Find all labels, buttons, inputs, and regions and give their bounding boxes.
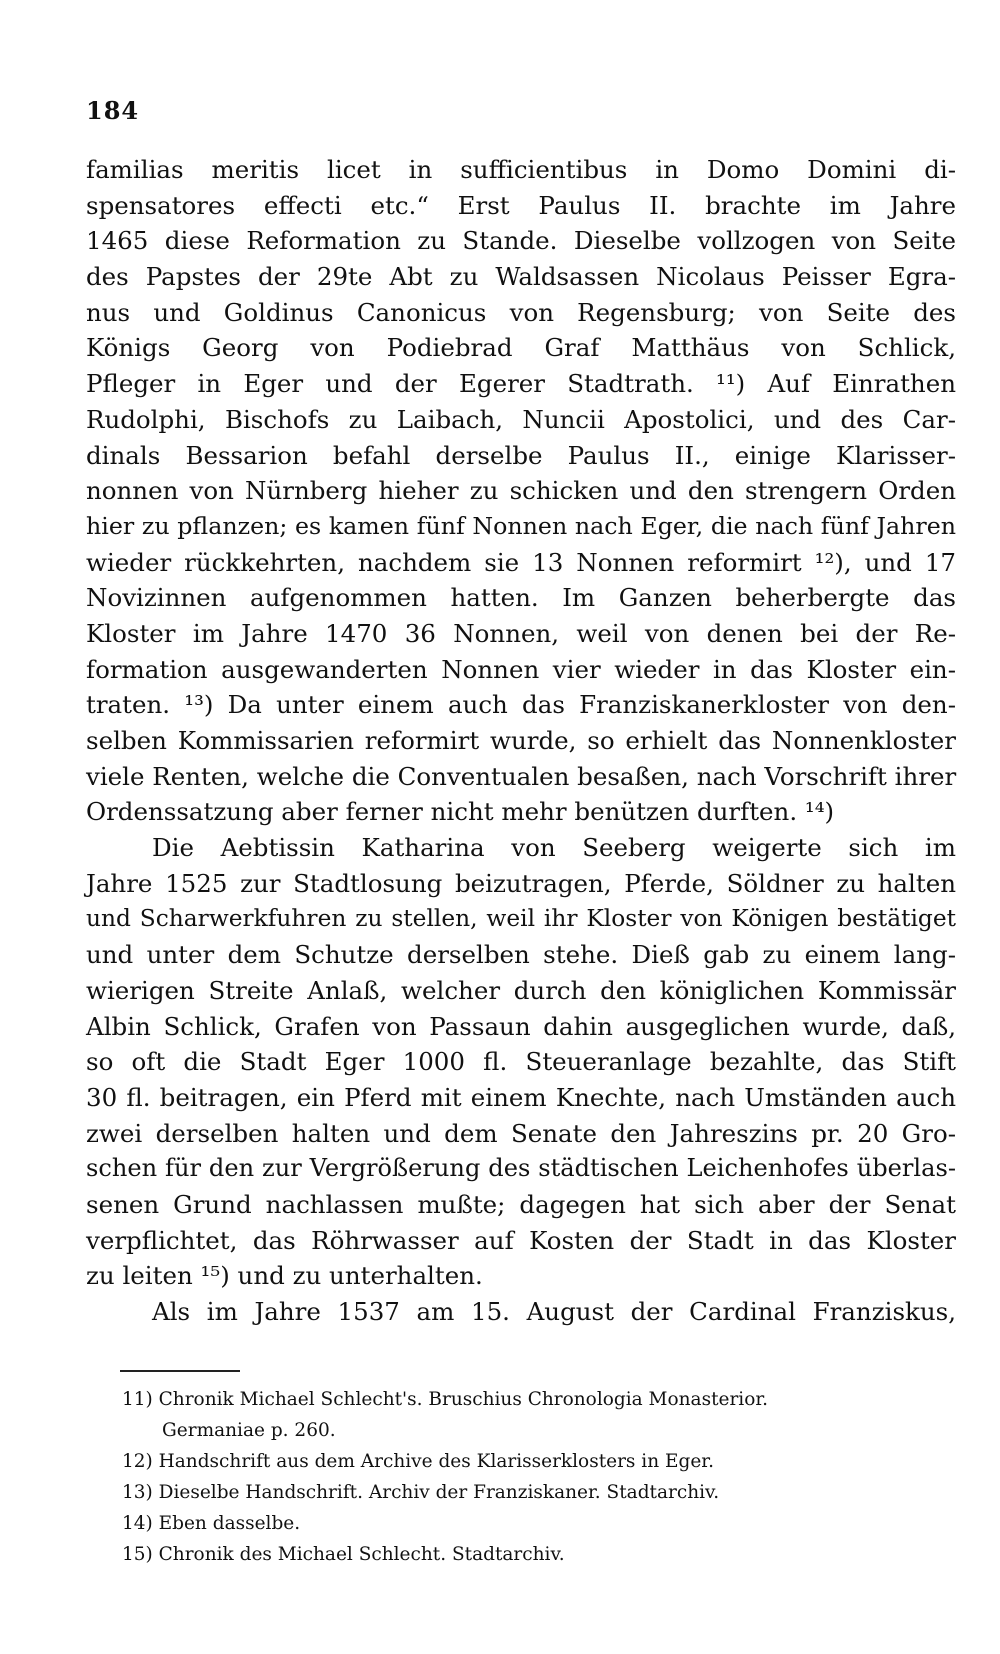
text-line: des Papstes der 29te Abt zu Waldsassen Nicolaus Peisser Egra-	[86, 262, 956, 292]
paragraph-end-line: Ordenssatzung aber ferner nicht mehr benützen durften. ¹⁴)	[86, 797, 835, 827]
main-text	[86, 152, 956, 1330]
text-line: nonnen von Nürnberg hieher zu schicken und den strengern Orden	[86, 476, 956, 506]
text-line: schen für den zur Vergrößerung des städtischen Leichenhofes überlas-	[86, 1154, 956, 1183]
paragraph-start-line: Die Aebtissin Katharina von Seeberg weigerte sich im	[152, 833, 956, 863]
text-line: 30 fl. beitragen, ein Pferd mit einem Knechte, nach Umständen auch	[86, 1082, 956, 1112]
footnote-continuation: Germaniae p. 260.	[162, 1420, 336, 1441]
text-line: selben Kommissarien reformirt wurde, so erhielt das Nonnenkloster	[86, 726, 956, 755]
text-line: familias meritis licet in sufficientibus in Domo Domini di-	[86, 155, 956, 184]
text-line: viele Renten, welche die Conventualen besaßen, nach Vorschrift ihrer	[86, 761, 957, 791]
text-line: 1465 diese Reformation zu Stande. Dieselbe vollzogen von Seite	[86, 226, 956, 256]
text-line: verpflichtet, das Röhrwasser auf Kosten der Stadt in das Kloster	[86, 1225, 956, 1255]
text-line: hier zu pflanzen; es kamen fünf Nonnen nach Eger, die nach fünf Jahren	[86, 511, 956, 540]
text-line: Jahre 1525 zur Stadtlosung beizutragen, Pferde, Söldner zu halten	[86, 868, 956, 898]
footnote: 15) Chronik des Michael Schlecht. Stadtarchiv.	[122, 1544, 565, 1565]
text-line: so oft die Stadt Eger 1000 fl. Steueranlage bezahlte, das Stift	[86, 1047, 956, 1077]
text-line: dinals Bessarion befahl derselbe Paulus II., einige Klarisser-	[86, 440, 956, 470]
text-line: Pfleger in Eger und der Egerer Stadtrath. ¹¹) Auf Einrathen	[86, 369, 956, 399]
text-line: zwei derselben halten und dem Senate den Jahreszins pr. 20 Gro-	[86, 1118, 956, 1148]
footnote: 12) Handschrift aus dem Archive des Klarisserklosters in Eger.	[122, 1451, 714, 1472]
text-line: wierigen Streite Anlaß, welcher durch den königlichen Kommissär	[86, 975, 956, 1005]
text-line: traten. ¹³) Da unter einem auch das Franziskanerkloster von den-	[86, 690, 956, 720]
paragraph-start-line: Als im Jahre 1537 am 15. August der Cardinal Franziskus,	[152, 1297, 956, 1326]
text-line: spensatores effecti etc.“ Erst Paulus II. brachte im Jahre	[86, 190, 956, 220]
text-line: und Scharwerkfuhren zu stellen, weil ihr Kloster von Königen bestätiget	[86, 905, 956, 933]
text-line: nus und Goldinus Canonicus von Regensburg; von Seite des	[86, 297, 956, 327]
paragraph-end-line: zu leiten ¹⁵) und zu unterhalten.	[86, 1261, 483, 1291]
footnote: 13) Dieselbe Handschrift. Archiv der Franziskaner. Stadtarchiv.	[122, 1482, 720, 1503]
footnotes	[122, 1384, 958, 1570]
text-line: formation ausgewanderten Nonnen vier wieder in das Kloster ein-	[86, 654, 956, 684]
text-line: Kloster im Jahre 1470 36 Nonnen, weil von denen bei der Re-	[86, 618, 956, 648]
text-line: Novizinnen aufgenommen hatten. Im Ganzen beherbergte das	[86, 583, 956, 613]
text-line: Königs Georg von Podiebrad Graf Matthäus von Schlick,	[86, 333, 956, 363]
text-line: wieder rückkehrten, nachdem sie 13 Nonnen reformirt ¹²), und 17	[86, 547, 956, 577]
page-number: 184	[86, 96, 140, 125]
footnote: 14) Eben dasselbe.	[122, 1513, 301, 1534]
footnote-divider	[120, 1370, 240, 1372]
footnote: 11) Chronik Michael Schlecht's. Bruschius Chronologia Monasterior.	[122, 1389, 769, 1410]
text-line: und unter dem Schutze derselben stehe. Dieß gab zu einem lang-	[86, 940, 956, 970]
text-line: Rudolphi, Bischofs zu Laibach, Nuncii Apostolici, und des Car-	[86, 404, 956, 434]
text-line: senen Grund nachlassen mußte; dagegen hat sich aber der Senat	[86, 1189, 956, 1219]
text-line: Albin Schlick, Grafen von Passaun dahin ausgeglichen wurde, daß,	[86, 1011, 956, 1041]
